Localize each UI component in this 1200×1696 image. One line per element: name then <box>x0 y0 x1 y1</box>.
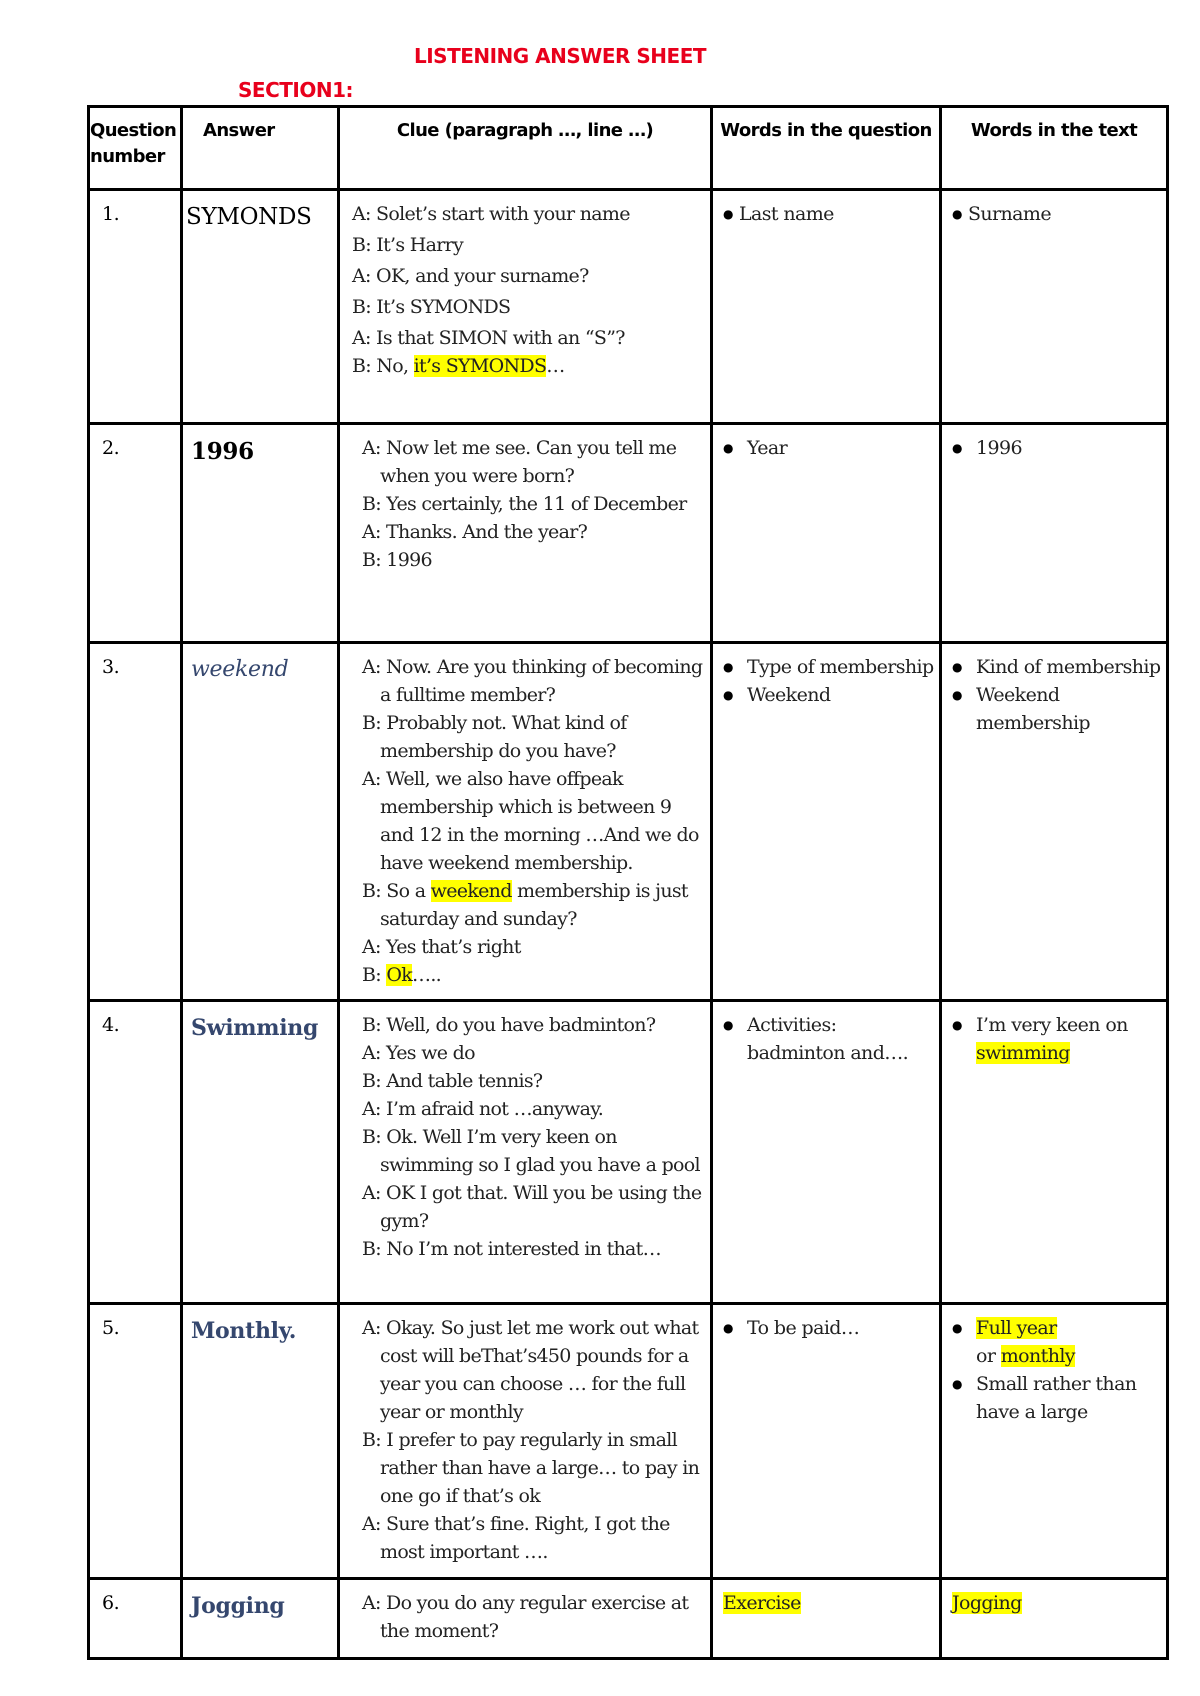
highlight: Jogging <box>952 1592 1022 1614</box>
clue-cell <box>340 1305 710 1566</box>
clue-line: B: 1996 <box>362 549 432 571</box>
clue-line: A: Thanks. And the year? <box>362 521 588 543</box>
clue-line: A: Do you do any regular exercise at the moment? <box>362 1592 689 1642</box>
clue-line: B: Probably not. What kind of membership do you have? <box>362 712 627 762</box>
words-question-cell <box>713 1580 939 1617</box>
clue-line: B: And table tennis? <box>362 1070 543 1092</box>
clue-line: A: Now let me see. Can you tell me when you were born? <box>362 437 677 487</box>
clue-cell <box>340 1002 710 1263</box>
clue-line: B: So a weekend membership is just saturday and sunday? <box>362 880 688 930</box>
answer-text: weekend <box>191 657 289 682</box>
clue-line: A: OK I got that. Will you be using the gym? <box>362 1182 702 1232</box>
bullet-item: ● Activities: badminton and…. <box>723 1011 935 1067</box>
bullet-item: ● Year <box>723 434 935 462</box>
answer-text: Jogging <box>191 1593 285 1619</box>
clue-cell <box>340 425 710 574</box>
clue-line: A: I’m afraid not …anyway. <box>362 1098 604 1120</box>
clue-line: A: Yes that’s right <box>362 936 521 958</box>
table-row <box>89 1579 1168 1659</box>
bullet-item: ● Weekend membership <box>952 681 1162 737</box>
bullet-item: ● 1996 <box>952 434 1162 462</box>
question-number: 6. <box>102 1592 120 1614</box>
question-number: 5. <box>102 1317 120 1339</box>
bullet-item: ● I’m very keen on swimming <box>952 1011 1162 1067</box>
clue-cell <box>340 191 710 380</box>
words-text-cell <box>942 1305 1166 1426</box>
words-text-cell <box>942 1002 1166 1067</box>
highlight: it’s SYMONDS <box>413 355 547 377</box>
answer-table <box>87 105 1169 1660</box>
highlight: Full year <box>976 1317 1057 1339</box>
table-row <box>89 190 1168 424</box>
bullet-item: ● Last name <box>723 200 935 228</box>
header-words-question: Words in the question <box>712 107 941 190</box>
question-number: 3. <box>102 656 120 678</box>
highlight: weekend <box>430 880 512 902</box>
bullet-item: ● Type of membership <box>723 653 935 681</box>
clue-line: B: It’s SYMONDS <box>352 296 511 318</box>
clue-line: B: I prefer to pay regularly in small rather than have a large… to pay in one go if that’s ok <box>362 1429 700 1507</box>
clue-line: A: Well, we also have offpeak membership which is between 9 and 12 in the morning …And we do have weekend membership. <box>362 768 699 874</box>
words-text-cell <box>942 425 1166 462</box>
answer-text: Swimming <box>191 1015 319 1041</box>
section-title: SECTION1: <box>238 78 353 102</box>
clue-line: B: Yes certainly, the 11 of December <box>362 493 687 515</box>
question-number: 4. <box>102 1014 120 1036</box>
question-number: 1. <box>102 203 120 225</box>
highlight: swimming <box>976 1042 1070 1064</box>
highlight: monthly <box>1000 1345 1075 1367</box>
header-answer: Answer <box>182 107 339 190</box>
header-row <box>89 107 1168 190</box>
table-row <box>89 643 1168 1001</box>
clue-line: A: Yes we do <box>362 1042 475 1064</box>
clue-line: B: Well, do you have badminton? <box>362 1014 656 1036</box>
clue-line: B: It’s Harry <box>352 234 464 256</box>
header-words-text: Words in the text <box>941 107 1168 190</box>
clue-line: A: Now. Are you thinking of becoming a fulltime member? <box>362 656 703 706</box>
clue-line: A: Okay. So just let me work out what cost will beThat’s450 pounds for a year you can choose … for the full year or monthly <box>362 1317 699 1423</box>
clue-cell <box>340 1580 710 1645</box>
clue-line: B: Ok….. <box>362 964 441 986</box>
words-question-cell <box>713 644 939 709</box>
header-clue: Clue (paragraph …, line …) <box>339 107 712 190</box>
clue-line: A: OK, and your surname? <box>352 265 589 287</box>
bullet-item: ● Full year or monthly <box>952 1314 1162 1370</box>
clue-line: A: Solet’s start with your name <box>352 203 630 225</box>
words-question-cell <box>713 425 939 462</box>
table-row <box>89 1001 1168 1304</box>
words-text-cell <box>942 191 1166 228</box>
bullet-item: ● Surname <box>952 200 1162 228</box>
table-row <box>89 1304 1168 1579</box>
table-row <box>89 424 1168 643</box>
clue-line: B: Ok. Well I’m very keen on swimming so I glad you have a pool <box>362 1126 700 1176</box>
bullet-item: ● Small rather than have a large <box>952 1370 1162 1426</box>
clue-line: B: No, it’s SYMONDS… <box>352 355 565 377</box>
words-text-cell <box>942 644 1166 737</box>
words-question-cell <box>713 1305 939 1342</box>
words-text-cell <box>942 1580 1166 1617</box>
words-question-cell <box>713 191 939 228</box>
clue-line: B: No I’m not interested in that… <box>362 1238 661 1260</box>
clue-cell <box>340 644 710 989</box>
bullet-item: ● To be paid… <box>723 1314 935 1342</box>
words-question-cell <box>713 1002 939 1067</box>
page-title: LISTENING ANSWER SHEET <box>413 44 706 68</box>
answer-text: SYMONDS <box>186 204 312 230</box>
highlight: Ok <box>386 964 413 986</box>
answer-text: Monthly. <box>191 1318 297 1344</box>
header-question-number: Question number <box>89 107 182 190</box>
clue-line: A: Is that SIMON with an “S”? <box>352 327 625 349</box>
highlight: Exercise <box>723 1592 801 1614</box>
clue-line: A: Sure that’s fine. Right, I got the most important …. <box>362 1513 670 1563</box>
answer-text: 1996 <box>191 438 254 465</box>
bullet-item: ● Weekend <box>723 681 935 709</box>
question-number: 2. <box>102 437 120 459</box>
bullet-item: ● Kind of membership <box>952 653 1162 681</box>
